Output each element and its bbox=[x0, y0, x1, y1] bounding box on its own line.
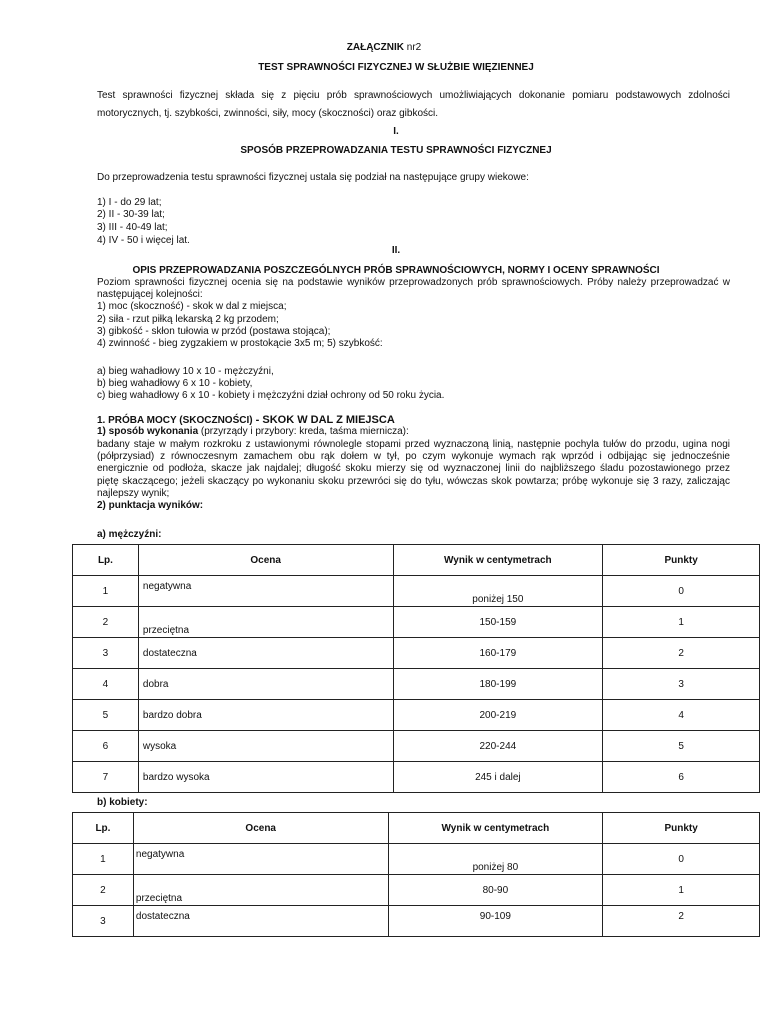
table-row bbox=[73, 669, 760, 700]
trial-1-heading bbox=[97, 414, 395, 426]
age-group-3: 3) III - 40-49 lat; bbox=[97, 222, 168, 233]
men-table-label-text: a) mężczyźni: bbox=[97, 529, 162, 540]
row-wynik: poniżej 150 bbox=[393, 576, 603, 607]
scoring-label: 2) punktacja wyników: bbox=[97, 500, 204, 511]
row-lp: 7 bbox=[73, 762, 139, 793]
women-results-table bbox=[72, 812, 760, 937]
section-2-line-2: następującej kolejności: bbox=[97, 289, 203, 300]
row-lp: 3 bbox=[73, 638, 139, 669]
row-punkty: 1 bbox=[603, 607, 760, 638]
annex-label bbox=[0, 42, 768, 53]
trial-1-desc-line-4: piętę skaczącego; jeżeli skaczący po wykonaniu skoku przewróci się do tyłu, wówczas skok powtarza; próbę wykonuje się 3 razy, zaliczając bbox=[97, 476, 730, 487]
row-lp: 2 bbox=[73, 607, 139, 638]
row-ocena: przeciętna bbox=[138, 607, 393, 638]
table-row bbox=[73, 762, 760, 793]
row-wynik: 160-179 bbox=[393, 638, 603, 669]
header-punkty: Punkty bbox=[603, 545, 760, 576]
row-ocena: dostateczna bbox=[138, 638, 393, 669]
speed-sub-item-c: c) bieg wahadłowy 6 x 10 - kobiety i mężczyźni dział ochrony od 50 roku życia. bbox=[97, 390, 445, 401]
section-2-heading: OPIS PRZEPROWADZANIA POSZCZEGÓLNYCH PRÓB SPRAWNOŚCIOWYCH, NORMY I OCENY SPRAWNOŚCI bbox=[132, 265, 660, 276]
row-lp: 1 bbox=[73, 576, 139, 607]
row-punkty: 4 bbox=[603, 700, 760, 731]
trial-order-item-1: 1) moc (skoczność) - skok w dal z miejsca; bbox=[97, 301, 287, 312]
trial-order-item-4: 4) zwinność - bieg zygzakiem w prostokącie 3x5 m; 5) szybkość: bbox=[97, 338, 383, 349]
row-ocena: negatywna bbox=[138, 576, 393, 607]
annex-label-number: nr2 bbox=[403, 42, 422, 53]
header-punkty: Punkty bbox=[603, 813, 760, 844]
header-wynik: Wynik w centymetrach bbox=[393, 545, 603, 576]
row-punkty: 2 bbox=[603, 906, 760, 937]
section-1-numeral: I. bbox=[393, 126, 399, 137]
intro-line-1: Test sprawności fizycznej składa się z pięciu prób sprawnościowych umożliwiających dokonanie pomiaru podstawowych zdolności bbox=[97, 90, 730, 101]
row-punkty: 6 bbox=[603, 762, 760, 793]
trial-1-heading-b: - SKOK W DAL Z MIEJSCA bbox=[252, 414, 395, 426]
header-ocena: Ocena bbox=[138, 545, 393, 576]
row-lp: 4 bbox=[73, 669, 139, 700]
row-ocena: bardzo dobra bbox=[138, 700, 393, 731]
table-row bbox=[73, 700, 760, 731]
row-ocena: negatywna bbox=[133, 844, 388, 875]
trial-1-method bbox=[97, 426, 409, 437]
section-2-line-1: Poziom sprawności fizycznej ocenia się na podstawie wyników przeprowadzonych prób sprawnościowych. Próby należy przeprowadzać w bbox=[97, 277, 730, 288]
row-punkty: 2 bbox=[603, 638, 760, 669]
trial-order-item-3: 3) gibkość - skłon tułowia w przód (postawa stojąca); bbox=[97, 326, 331, 337]
row-wynik: 80-90 bbox=[388, 875, 603, 906]
row-ocena: dostateczna bbox=[133, 906, 388, 937]
row-punkty: 1 bbox=[603, 875, 760, 906]
men-results-table bbox=[72, 544, 760, 793]
table-row bbox=[73, 906, 760, 937]
row-wynik: 90-109 bbox=[388, 906, 603, 937]
section-1-lead: Do przeprowadzenia testu sprawności fizycznej ustala się podział na następujące grupy wiekowe: bbox=[97, 172, 529, 183]
table-row bbox=[73, 731, 760, 762]
annex-label-bold: ZAŁĄCZNIK bbox=[346, 42, 404, 53]
row-punkty: 3 bbox=[603, 669, 760, 700]
age-group-4: 4) IV - 50 i więcej lat. bbox=[97, 235, 190, 246]
row-wynik: 180-199 bbox=[393, 669, 603, 700]
women-table-label: b) kobiety: bbox=[97, 797, 148, 808]
trial-1-heading-a: 1. PRÓBA MOCY (SKOCZNOŚCI) bbox=[97, 415, 253, 426]
trial-1-method-rest: (przyrządy i przybory: kreda, taśma miernicza): bbox=[198, 426, 409, 437]
table-row bbox=[73, 576, 760, 607]
row-punkty: 0 bbox=[603, 844, 760, 875]
trial-1-method-label: 1) sposób wykonania bbox=[97, 426, 199, 437]
row-ocena: przeciętna bbox=[133, 875, 388, 906]
row-punkty: 5 bbox=[603, 731, 760, 762]
row-lp: 5 bbox=[73, 700, 139, 731]
section-1-heading: SPOSÓB PRZEPROWADZANIA TESTU SPRAWNOŚCI FIZYCZNEJ bbox=[240, 145, 552, 156]
row-ocena: bardzo wysoka bbox=[138, 762, 393, 793]
header-ocena: Ocena bbox=[133, 813, 388, 844]
row-wynik: 200-219 bbox=[393, 700, 603, 731]
row-ocena: dobra bbox=[138, 669, 393, 700]
intro-line-2: motorycznych, tj. szybkości, zwinności, siły, mocy (skoczności) oraz gibkości. bbox=[97, 108, 439, 119]
trial-1-desc-line-3: energicznie od podłoża, skacze jak najdalej; długość skoku mierzy się od wyznaczonej linii do najbliższego śladu pozostawionego przez bbox=[97, 463, 730, 474]
table-row bbox=[73, 607, 760, 638]
trial-1-desc-line-5: najlepszy wynik; bbox=[97, 488, 170, 499]
trial-order-item-2: 2) siła - rzut piłką lekarską 2 kg przodem; bbox=[97, 314, 279, 325]
row-lp: 1 bbox=[73, 844, 134, 875]
row-lp: 3 bbox=[73, 906, 134, 937]
trial-1-desc-line-2: (półprzysiad) z równoczesnym zamachem obu rąk dołem w tył, po czym wykonuje wymach rąk wprzód i odbijając się jednocześnie bbox=[97, 451, 730, 462]
age-group-2: 2) II - 30-39 lat; bbox=[97, 209, 165, 220]
row-wynik: 220-244 bbox=[393, 731, 603, 762]
men-table-label bbox=[97, 529, 161, 540]
table-row bbox=[73, 844, 760, 875]
speed-sub-item-a: a) bieg wahadłowy 10 x 10 - mężczyźni, bbox=[97, 366, 274, 377]
speed-sub-item-b: b) bieg wahadłowy 6 x 10 - kobiety, bbox=[97, 378, 253, 389]
row-wynik: poniżej 80 bbox=[388, 844, 603, 875]
document-title: TEST SPRAWNOŚCI FIZYCZNEJ W SŁUŻBIE WIĘZIENNEJ bbox=[258, 62, 534, 73]
row-punkty: 0 bbox=[603, 576, 760, 607]
table-row bbox=[73, 875, 760, 906]
table-header-row bbox=[73, 545, 760, 576]
trial-1-desc-line-1: badany staje w małym rozkroku z ustawionymi równolegle stopami przed wyznaczoną linią, następnie pochyla tułów do przodu, ugina nogi bbox=[97, 439, 730, 450]
row-wynik: 150-159 bbox=[393, 607, 603, 638]
row-ocena: wysoka bbox=[138, 731, 393, 762]
header-lp: Lp. bbox=[73, 813, 134, 844]
table-header-row bbox=[73, 813, 760, 844]
row-lp: 6 bbox=[73, 731, 139, 762]
row-lp: 2 bbox=[73, 875, 134, 906]
row-wynik: 245 i dalej bbox=[393, 762, 603, 793]
header-lp: Lp. bbox=[73, 545, 139, 576]
section-2-numeral: II. bbox=[391, 245, 401, 256]
header-wynik: Wynik w centymetrach bbox=[388, 813, 603, 844]
table-row bbox=[73, 638, 760, 669]
age-group-1: 1) I - do 29 lat; bbox=[97, 197, 162, 208]
